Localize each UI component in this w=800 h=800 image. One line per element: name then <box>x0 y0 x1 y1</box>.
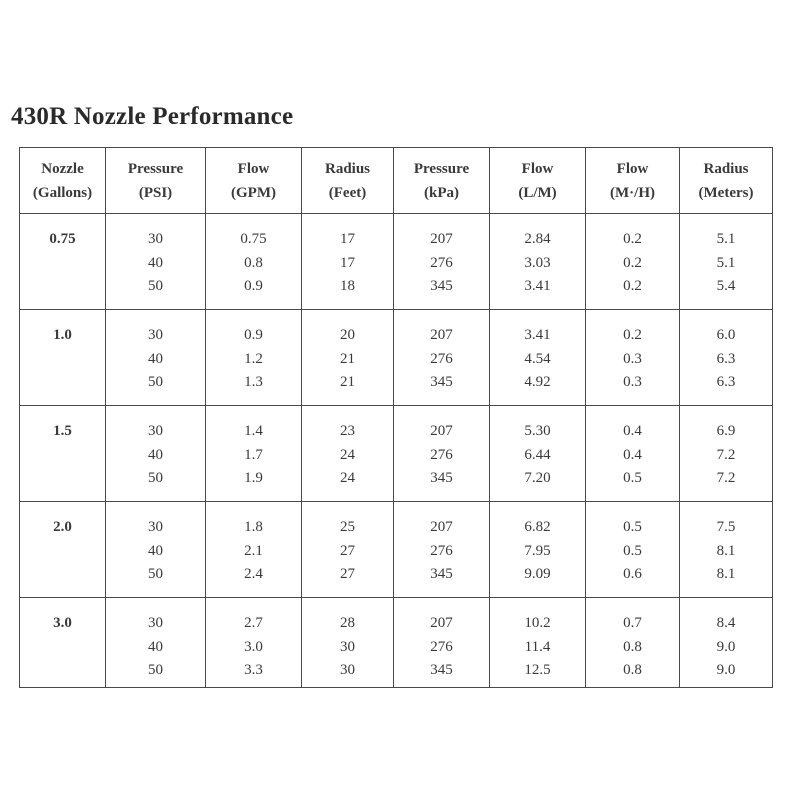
nozzle-size-cell <box>20 310 106 406</box>
radius-feet-value: 25 <box>340 519 355 535</box>
radius-meters-value: 7.2 <box>716 470 736 486</box>
pressure-psi-value: 30 <box>148 231 163 247</box>
flow-gpm-cell <box>206 502 302 598</box>
pressure-psi-value: 50 <box>148 278 163 294</box>
radius-meters-cell <box>680 214 773 310</box>
nozzle-size-value: 2.0 <box>53 519 72 535</box>
flow-gpm-value: 1.8 <box>244 519 263 535</box>
flow-gpm-value: 0.9 <box>244 327 263 343</box>
pressure-kpa-value: 276 <box>430 638 453 655</box>
flow-gpm-value: 3.3 <box>244 662 263 678</box>
pressure-kpa-value: 276 <box>430 542 453 559</box>
flow-gpm-value: 2.1 <box>244 542 263 559</box>
pressure-psi-value: 50 <box>148 566 163 582</box>
flow-lm-value: 10.2 <box>524 615 551 631</box>
radius-feet-value: 17 <box>340 231 355 247</box>
radius-meters-value: 9.0 <box>716 662 736 678</box>
pressure-kpa-cell <box>394 598 490 688</box>
radius-meters-cell <box>680 406 773 502</box>
flow-mh-value: 0.6 <box>623 566 642 582</box>
pressure-psi-value: 50 <box>148 374 163 390</box>
radius-meters-value: 7.5 <box>716 519 736 535</box>
header-pressure-psi: Pressure (PSI) <box>106 148 206 214</box>
flow-gpm-value: 2.4 <box>244 566 263 582</box>
flow-gpm-value: 2.7 <box>244 615 263 631</box>
pressure-kpa-value: 345 <box>430 662 453 678</box>
flow-lm-value: 9.09 <box>524 566 551 582</box>
flow-gpm-cell <box>206 310 302 406</box>
flow-lm-value: 7.20 <box>524 470 551 486</box>
flow-gpm-cell <box>206 214 302 310</box>
pressure-psi-value: 40 <box>148 638 163 655</box>
radius-meters-cell <box>680 598 773 688</box>
flow-gpm-value: 0.9 <box>244 278 263 294</box>
header-radius-feet: Radius (Feet) <box>302 148 394 214</box>
flow-lm-value: 7.95 <box>524 542 551 559</box>
flow-gpm-value: 1.2 <box>244 350 263 367</box>
header-radius-meters: Radius (Meters) <box>680 148 773 214</box>
flow-mh-cell <box>586 214 680 310</box>
flow-mh-value: 0.2 <box>623 254 642 271</box>
flow-mh-value: 0.4 <box>623 446 642 463</box>
radius-feet-cell <box>302 310 394 406</box>
flow-mh-cell <box>586 406 680 502</box>
flow-lm-value: 4.92 <box>524 374 551 390</box>
flow-mh-value: 0.2 <box>623 278 642 294</box>
radius-meters-value: 5.1 <box>716 231 736 247</box>
flow-mh-value: 0.3 <box>623 374 642 390</box>
pressure-psi-cell <box>106 406 206 502</box>
flow-mh-value: 0.3 <box>623 350 642 367</box>
nozzle-size-value: 0.75 <box>49 231 76 247</box>
radius-meters-value: 6.3 <box>716 374 736 390</box>
pressure-kpa-value: 276 <box>430 350 453 367</box>
pressure-psi-value: 40 <box>148 350 163 367</box>
radius-feet-value: 30 <box>340 662 355 678</box>
radius-feet-cell <box>302 502 394 598</box>
flow-mh-value: 0.8 <box>623 662 642 678</box>
flow-mh-value: 0.8 <box>623 638 642 655</box>
radius-feet-value: 18 <box>340 278 355 294</box>
nozzle-size-value: 1.5 <box>53 423 72 439</box>
flow-mh-value: 0.2 <box>623 327 642 343</box>
flow-gpm-value: 1.4 <box>244 423 263 439</box>
pressure-kpa-value: 207 <box>430 231 453 247</box>
radius-feet-value: 30 <box>340 638 355 655</box>
radius-meters-value: 7.2 <box>716 446 736 463</box>
table-row <box>20 502 773 598</box>
flow-lm-value: 3.41 <box>524 327 551 343</box>
nozzle-performance-table <box>19 147 773 688</box>
header-pressure-kpa: Pressure (kPa) <box>394 148 490 214</box>
radius-feet-value: 21 <box>340 350 355 367</box>
flow-mh-value: 0.4 <box>623 423 642 439</box>
pressure-psi-value: 30 <box>148 423 163 439</box>
radius-meters-value: 8.1 <box>716 566 736 582</box>
pressure-psi-value: 30 <box>148 615 163 631</box>
flow-mh-value: 0.5 <box>623 542 642 559</box>
pressure-kpa-value: 207 <box>430 327 453 343</box>
flow-lm-value: 5.30 <box>524 423 551 439</box>
flow-lm-cell <box>490 598 586 688</box>
flow-mh-cell <box>586 502 680 598</box>
pressure-kpa-cell <box>394 502 490 598</box>
pressure-psi-cell <box>106 214 206 310</box>
nozzle-size-cell <box>20 502 106 598</box>
flow-lm-cell <box>490 406 586 502</box>
flow-lm-cell <box>490 310 586 406</box>
header-flow-mh: Flow (M·/H) <box>586 148 680 214</box>
flow-gpm-value: 1.7 <box>244 446 263 463</box>
radius-feet-value: 24 <box>340 446 355 463</box>
nozzle-size-cell <box>20 406 106 502</box>
radius-feet-value: 24 <box>340 470 355 486</box>
flow-mh-cell <box>586 598 680 688</box>
pressure-kpa-value: 207 <box>430 519 453 535</box>
table-row <box>20 406 773 502</box>
flow-gpm-value: 1.9 <box>244 470 263 486</box>
pressure-psi-value: 40 <box>148 254 163 271</box>
pressure-kpa-value: 207 <box>430 615 453 631</box>
flow-lm-value: 11.4 <box>524 638 551 655</box>
nozzle-size-value: 3.0 <box>53 615 72 631</box>
flow-gpm-value: 0.8 <box>244 254 263 271</box>
flow-lm-cell <box>490 502 586 598</box>
flow-lm-value: 6.82 <box>524 519 551 535</box>
flow-gpm-cell <box>206 406 302 502</box>
radius-feet-value: 27 <box>340 566 355 582</box>
radius-meters-value: 6.3 <box>716 350 736 367</box>
radius-meters-value: 8.1 <box>716 542 736 559</box>
pressure-psi-value: 50 <box>148 662 163 678</box>
pressure-psi-value: 30 <box>148 327 163 343</box>
pressure-kpa-value: 345 <box>430 470 453 486</box>
pressure-kpa-value: 345 <box>430 566 453 582</box>
flow-gpm-cell <box>206 598 302 688</box>
radius-feet-value: 23 <box>340 423 355 439</box>
pressure-kpa-cell <box>394 310 490 406</box>
radius-feet-value: 20 <box>340 327 355 343</box>
pressure-psi-value: 50 <box>148 470 163 486</box>
nozzle-size-value: 1.0 <box>53 327 72 343</box>
page-title: 430R Nozzle Performance <box>11 103 294 130</box>
pressure-kpa-cell <box>394 214 490 310</box>
pressure-kpa-cell <box>394 406 490 502</box>
radius-meters-value: 5.4 <box>716 278 736 294</box>
radius-meters-value: 8.4 <box>716 615 736 631</box>
table-row <box>20 310 773 406</box>
flow-mh-value: 0.2 <box>623 231 642 247</box>
header-flow-gpm: Flow (GPM) <box>206 148 302 214</box>
pressure-psi-cell <box>106 598 206 688</box>
pressure-psi-value: 40 <box>148 446 163 463</box>
radius-meters-value: 6.0 <box>716 327 736 343</box>
flow-gpm-value: 0.75 <box>240 231 267 247</box>
pressure-psi-value: 40 <box>148 542 163 559</box>
header-row <box>20 148 773 214</box>
pressure-kpa-value: 276 <box>430 446 453 463</box>
pressure-kpa-value: 345 <box>430 374 453 390</box>
flow-lm-value: 6.44 <box>524 446 551 463</box>
radius-feet-value: 28 <box>340 615 355 631</box>
flow-lm-cell <box>490 214 586 310</box>
radius-feet-cell <box>302 406 394 502</box>
flow-mh-cell <box>586 310 680 406</box>
radius-meters-value: 5.1 <box>716 254 736 271</box>
radius-feet-value: 17 <box>340 254 355 271</box>
pressure-kpa-value: 345 <box>430 278 453 294</box>
table-row <box>20 214 773 310</box>
flow-gpm-value: 3.0 <box>244 638 263 655</box>
radius-feet-cell <box>302 214 394 310</box>
nozzle-size-cell <box>20 598 106 688</box>
pressure-psi-value: 30 <box>148 519 163 535</box>
flow-mh-value: 0.5 <box>623 519 642 535</box>
flow-gpm-value: 1.3 <box>244 374 263 390</box>
pressure-psi-cell <box>106 502 206 598</box>
flow-lm-value: 4.54 <box>524 350 551 367</box>
radius-feet-cell <box>302 598 394 688</box>
pressure-kpa-value: 207 <box>430 423 453 439</box>
radius-feet-value: 27 <box>340 542 355 559</box>
table-row <box>20 598 773 688</box>
radius-meters-value: 9.0 <box>716 638 736 655</box>
nozzle-size-cell <box>20 214 106 310</box>
radius-feet-value: 21 <box>340 374 355 390</box>
radius-meters-cell <box>680 502 773 598</box>
radius-meters-value: 6.9 <box>716 423 736 439</box>
radius-meters-cell <box>680 310 773 406</box>
flow-mh-value: 0.7 <box>623 615 642 631</box>
flow-lm-value: 3.41 <box>524 278 551 294</box>
flow-lm-value: 2.84 <box>524 231 551 247</box>
flow-mh-value: 0.5 <box>623 470 642 486</box>
flow-lm-value: 12.5 <box>524 662 551 678</box>
header-flow-lm: Flow (L/M) <box>490 148 586 214</box>
pressure-psi-cell <box>106 310 206 406</box>
header-nozzle-gallons: Nozzle (Gallons) <box>20 148 106 214</box>
pressure-kpa-value: 276 <box>430 254 453 271</box>
flow-lm-value: 3.03 <box>524 254 551 271</box>
